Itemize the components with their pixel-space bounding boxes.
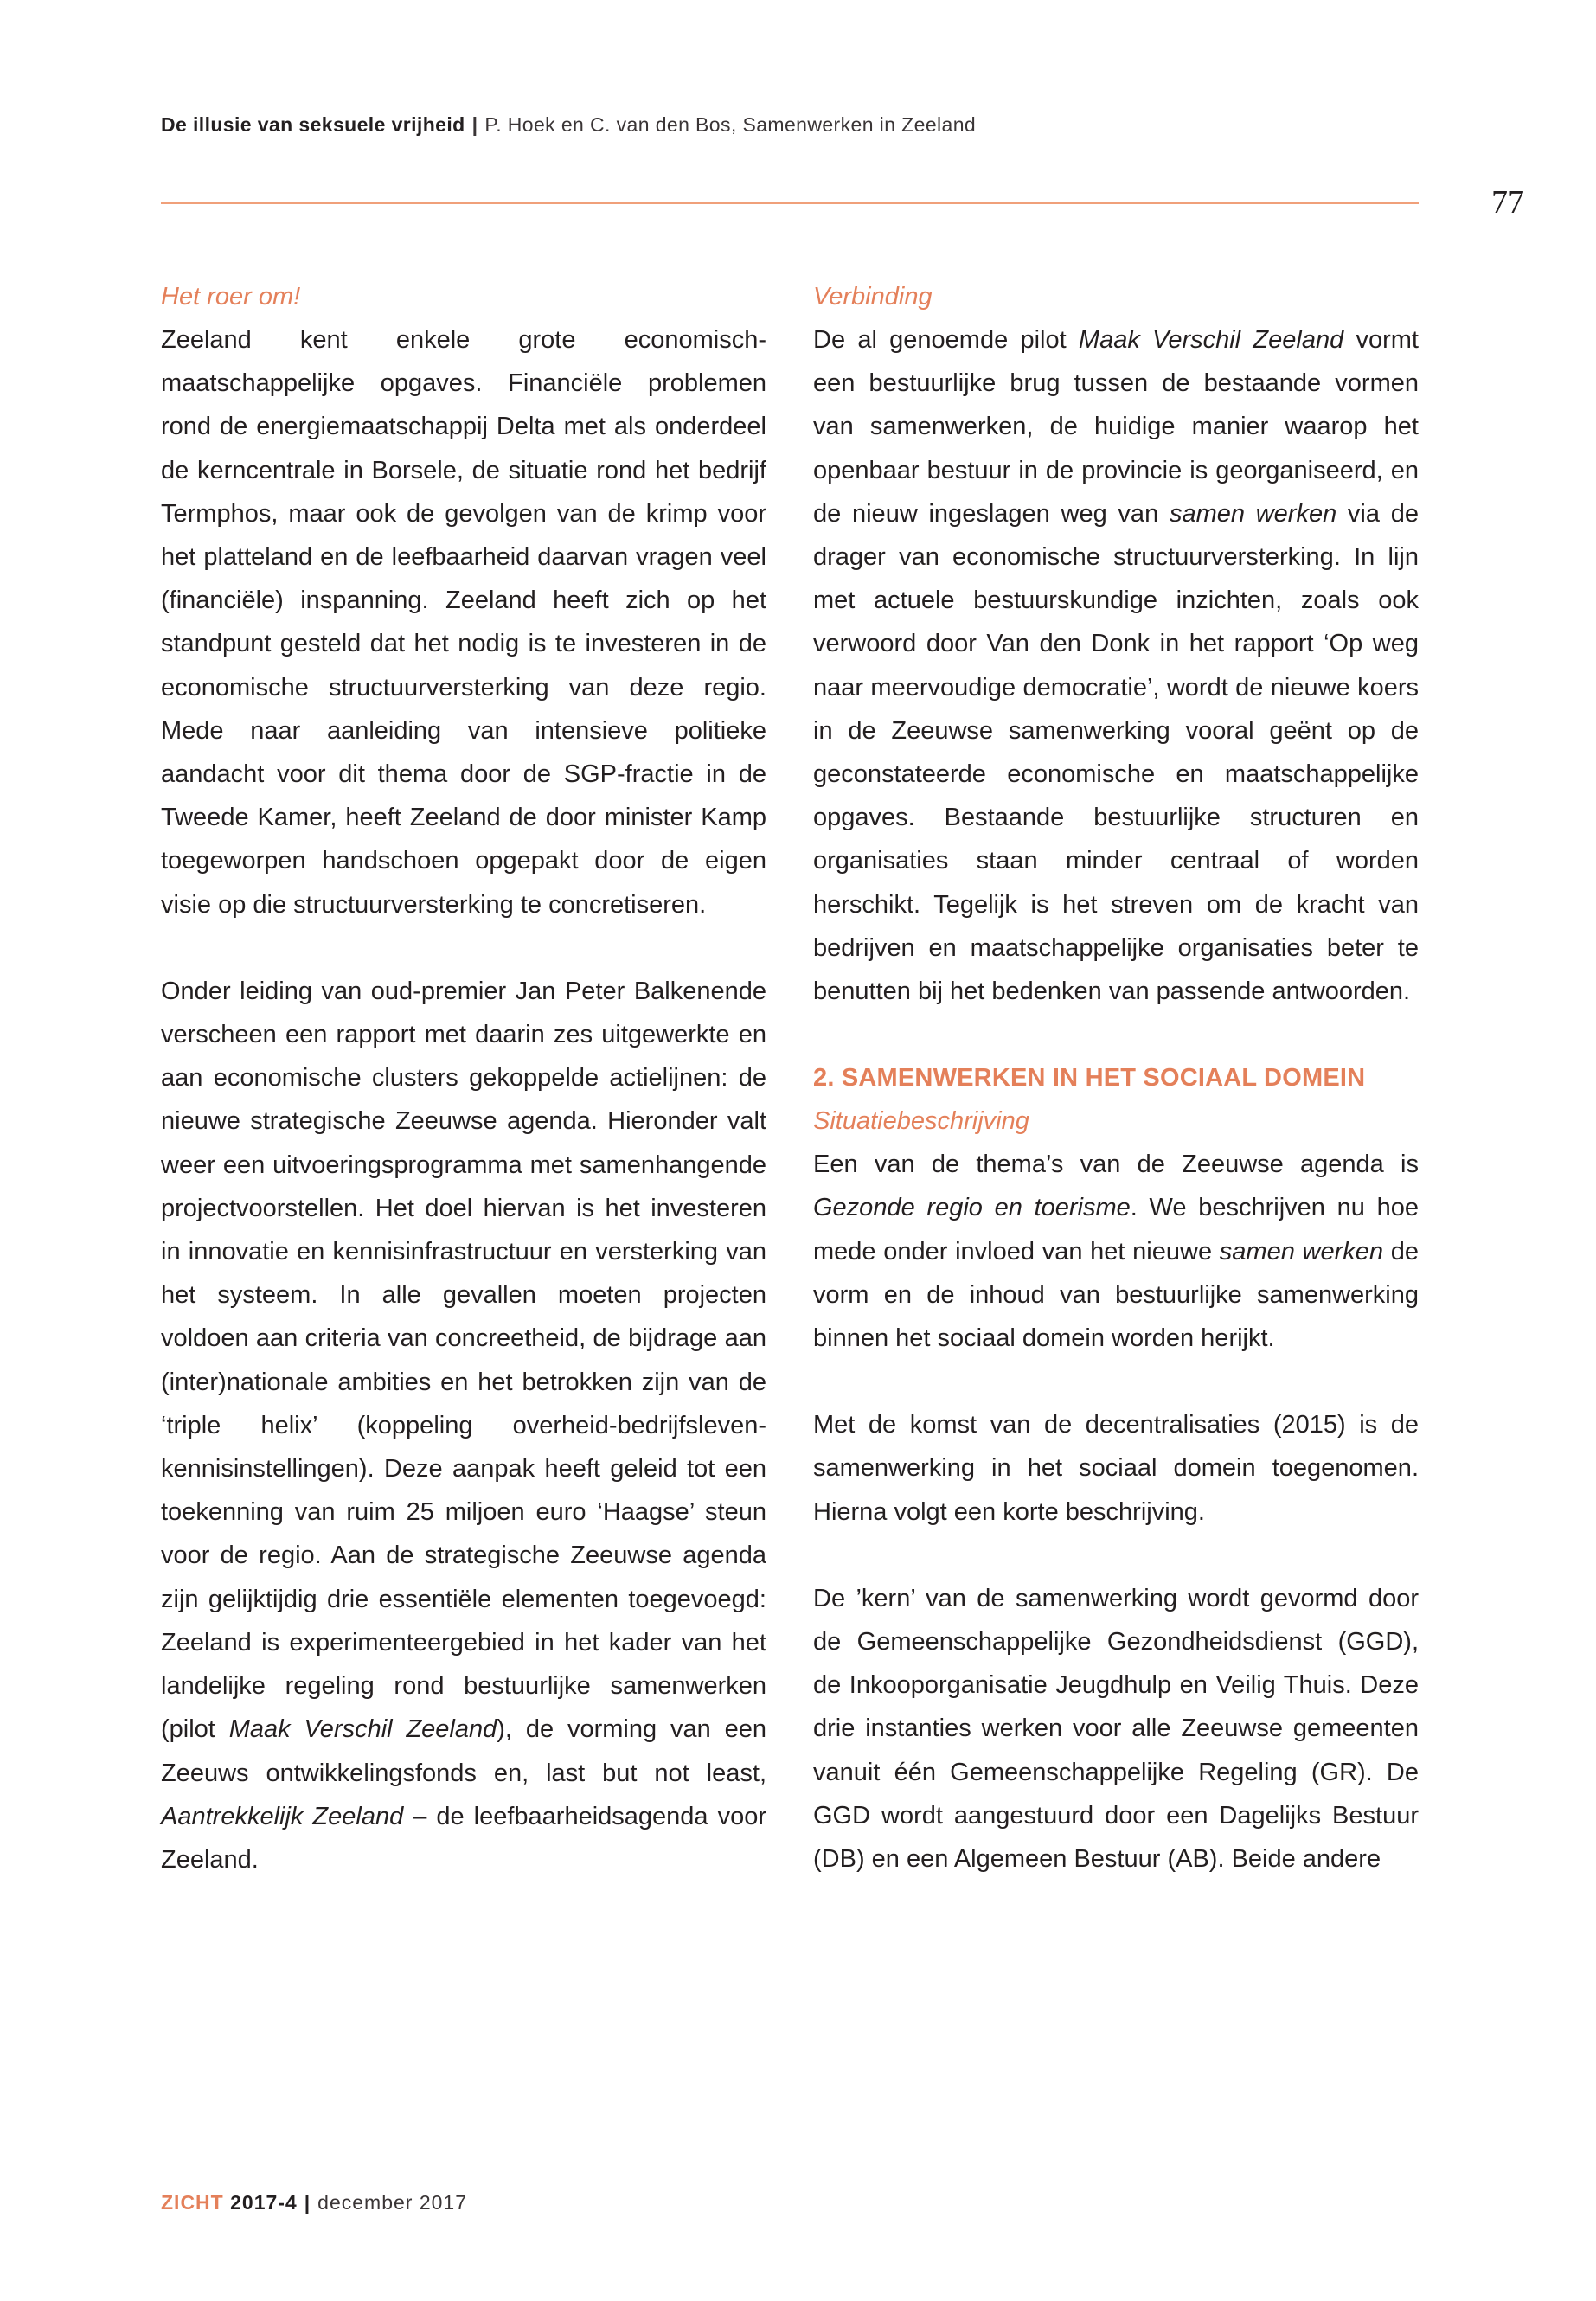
italic-run: Gezonde regio en toerisme <box>813 1194 1131 1222</box>
footer <box>161 2191 467 2214</box>
text-run: . We beschrijven nu hoe mede onder invloed van het nieuwe <box>813 1194 1419 1266</box>
paragraph <box>161 970 766 1881</box>
running-head-title: De illusie van seksuele vrijheid <box>161 113 465 136</box>
italic-run: samen werken <box>1169 499 1337 528</box>
paragraph <box>813 1577 1419 1881</box>
text-run: – de leefbaarheidsagenda voor Zeeland. <box>161 1802 766 1874</box>
running-head <box>161 113 976 137</box>
text-run: de vorm en de inhoud van bestuurlijke samenwerking binnen het sociaal domein worden herijkt. <box>813 1237 1419 1353</box>
text-run: Zeeland kent enkele grote economisch-maatschappelijke opgaves. Financiële problemen rond de energiemaatschappij Delta met als onderdeel de kerncentrale in Borsele, de situatie rond het bedrijf Termphos, maar ook de gevolgen van de krimp voor het platteland en de leefbaarheid daarvan vragen veel (financiële) inspanning. Zeeland heeft zich op het standpunt gesteld dat het nodig is te investeren in de economische structuurversterking van deze regio. Mede naar aanleiding van intensieve politieke aandacht voor dit thema door de SGP-fractie in de Tweede Kamer, heeft Zeeland de door minister Kamp toegeworpen handschoen opgepakt door de eigen visie op die structuurversterking te concretiseren. <box>161 326 766 919</box>
text-run: De ’kern’ van de samenwerking wordt gevormd door de Gemeenschappelijke Gezondheidsdienst (GGD), de Inkooporganisatie Jeugdhulp en Veilig Thuis. Deze drie instanties werken voor alle Zeeuwse gemeenten vanuit één Gemeenschappelijke Regeling (GR). De GGD wordt aangestuurd door een Dagelijks Bestuur (DB) en een Algemeen Bestuur (AB). Beide andere <box>813 1584 1419 1874</box>
left-column <box>161 275 766 1881</box>
subheading-verbinding: Verbinding <box>813 283 933 311</box>
text-run: Onder leiding van oud-premier Jan Peter Balkenende verscheen een rapport met daarin zes uitgewerkte en aan economische clusters gekoppelde actielijnen: de nieuwe strategische Zeeuwse agenda. Hieronder valt weer een uitvoeringsprogramma met samenhangende projectvoorstellen. Het doel hiervan is het investeren in innovatie en kennisinfrastructuur en versterking van het systeem. In alle gevallen moeten projecten voldoen aan criteria van concreetheid, de bijdrage aan (inter)nationale ambities en het betrokken zijn van de ‘triple helix’ (koppeling overheid-bedrijfsleven-kennisinstellingen). Deze aanpak heeft geleid tot een toekenning van ruim 25 miljoen euro ‘Haagse’ steun voor de regio. Aan de strategische Zeeuwse agenda zijn gelijktijdig drie essentiële elementen toegevoegd: Zeeland is experimenteergebied in het kader van het landelijke regeling rond bestuurlijke samenwerken (pilot <box>161 977 766 1744</box>
text-run: vormt een bestuurlijke brug tussen de bestaande vormen van samenwerken, de huidige manier waarop het openbaar bestuur in de provincie is georganiseerd, en de nieuw ingeslagen weg van <box>813 326 1419 528</box>
running-head-authors: P. Hoek en C. van den Bos, Samenwerken in Zeeland <box>484 113 977 136</box>
subheading-het-roer-om: Het roer om! <box>161 283 301 311</box>
text-run: Een van de thema’s van de Zeeuwse agenda is <box>813 1150 1419 1179</box>
paragraph <box>813 318 1419 1013</box>
text-run: De al genoemde pilot <box>813 326 1079 354</box>
italic-run: samen werken <box>1219 1237 1384 1266</box>
text-run: Met de komst van de decentralisaties (2015) is de samenwerking in het sociaal domein toegenomen. Hierna volgt een korte beschrijving. <box>813 1411 1419 1526</box>
page-number: 77 <box>1491 184 1524 221</box>
italic-run: Maak Verschil Zeeland <box>1078 326 1344 354</box>
paragraph <box>813 1403 1419 1534</box>
section-heading: 2. SAMENWERKEN IN HET SOCIAAL DOMEIN <box>813 1064 1366 1093</box>
running-head-separator: | <box>471 113 478 136</box>
italic-run: Maak Verschil Zeeland <box>228 1715 497 1744</box>
paragraph <box>813 1143 1419 1360</box>
footer-date: december 2017 <box>317 2191 468 2214</box>
header-rule <box>161 202 1419 204</box>
paragraph <box>161 318 766 926</box>
footer-journal: ZICHT <box>161 2191 224 2214</box>
text-run: ), de vorming van een Zeeuws ontwikkelingsfonds en, last but not least, <box>161 1715 766 1787</box>
right-column <box>813 275 1419 1881</box>
footer-issue: 2017-4 <box>230 2191 298 2214</box>
text-run: via de drager van economische structuurversterking. In lijn met actuele bestuurskundige inzichten, zoals ook verwoord door Van den Donk in het rapport ‘Op weg naar meervoudige democratie’, wordt de nieuwe koers in de Zeeuwse samenwerking vooral geënt op de geconstateerde economische en maatschappelijke opgaves. Bestaande bestuurlijke structuren en organisaties staan minder centraal of worden herschikt. Tegelijk is het streven om de kracht van bedrijven en maatschappelijke organisaties beter te benutten bij het bedenken van passende antwoorden. <box>813 499 1419 1006</box>
subheading-situatiebeschrijving: Situatiebeschrijving <box>813 1107 1029 1136</box>
italic-run: Aantrekkelijk Zeeland <box>161 1802 404 1830</box>
footer-separator: | <box>304 2191 311 2214</box>
